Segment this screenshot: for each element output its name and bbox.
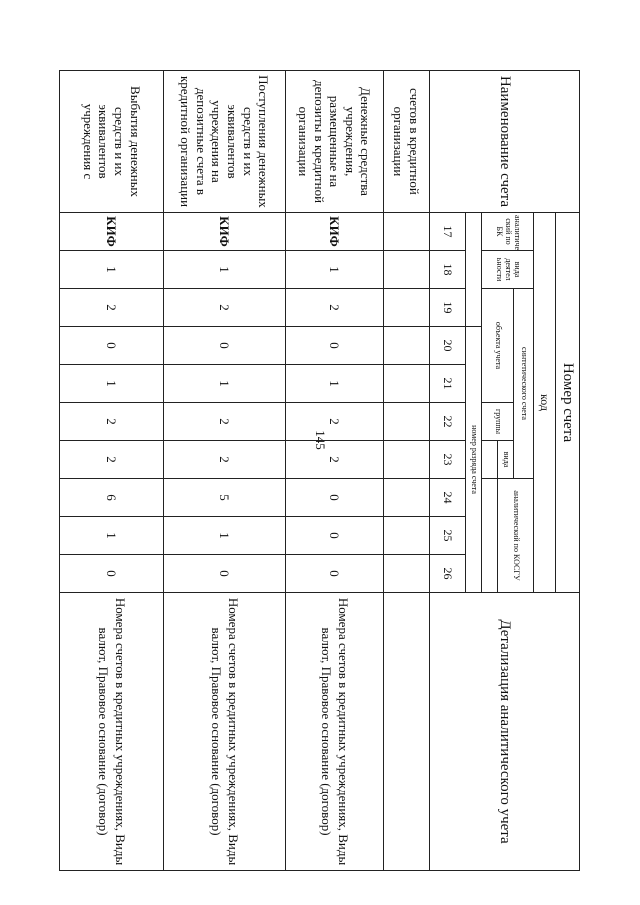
- row-name: Выбытия денежных средств и их эквивалентов учреждения с: [60, 71, 164, 213]
- cell: [384, 517, 430, 555]
- row-detail: Номера счетов в кредитных учреждениях, Виды валют, Правовое основание (договор): [164, 593, 286, 871]
- cell: 2: [286, 289, 384, 327]
- cell: 2: [60, 441, 164, 479]
- cell: [384, 213, 430, 251]
- digit-26: 26: [430, 555, 466, 593]
- header-kosgu-sub: [482, 479, 498, 593]
- cell: [384, 441, 430, 479]
- cell: [384, 555, 430, 593]
- cell: КИФ: [60, 213, 164, 251]
- header-analytic-bk: аналитиче ский по БК: [482, 213, 534, 251]
- header-digit-number: номер разряда счета: [466, 327, 482, 593]
- header-activity-type: вида деятел ьности: [482, 251, 534, 289]
- cell: 1: [164, 251, 286, 289]
- page-number: 145: [313, 430, 328, 450]
- digit-17: 17: [430, 213, 466, 251]
- header-digit-left: [466, 213, 482, 327]
- cell: 0: [286, 517, 384, 555]
- cell: 2: [60, 403, 164, 441]
- cell: 0: [286, 555, 384, 593]
- cell: 0: [60, 555, 164, 593]
- header-account-number: Номер счета: [556, 213, 580, 593]
- cell: КИФ: [286, 213, 384, 251]
- header-analytic-kosgu: аналитический по КОСГУ: [498, 479, 534, 593]
- table-row: [286, 71, 384, 871]
- table-row: [60, 71, 164, 871]
- header-group: группы: [482, 403, 514, 441]
- cell: [384, 365, 430, 403]
- digit-22: 22: [430, 403, 466, 441]
- digit-24: 24: [430, 479, 466, 517]
- cell: 1: [286, 365, 384, 403]
- header-detail: Детализация аналитического учета: [430, 593, 580, 871]
- cell: КИФ: [164, 213, 286, 251]
- cell: 2: [164, 289, 286, 327]
- cell: 1: [286, 251, 384, 289]
- cell: 0: [164, 555, 286, 593]
- digit-20: 20: [430, 327, 466, 365]
- cell: 0: [60, 327, 164, 365]
- cell: 6: [60, 479, 164, 517]
- row-name: Денежные средства учреждения, размещенные на депозиты в кредитной организации: [286, 71, 384, 213]
- digit-21: 21: [430, 365, 466, 403]
- header-name: Наименование счета: [430, 71, 580, 213]
- table-row: [164, 71, 286, 871]
- row-detail: [384, 593, 430, 871]
- cell: 1: [164, 365, 286, 403]
- cell: 1: [60, 251, 164, 289]
- cell: 1: [60, 517, 164, 555]
- header-kind: вида: [498, 441, 514, 479]
- digit-23: 23: [430, 441, 466, 479]
- cell: 0: [286, 327, 384, 365]
- cell: 5: [164, 479, 286, 517]
- cell: 2: [164, 441, 286, 479]
- cell: 2: [286, 403, 384, 441]
- header-synthetic: синтетического счета: [514, 289, 534, 479]
- cell: 2: [164, 403, 286, 441]
- digit-25: 25: [430, 517, 466, 555]
- row-detail: Номера счетов в кредитных учреждениях, Виды валют, Правовое основание (договор): [286, 593, 384, 871]
- header-kind-sub: [482, 441, 498, 479]
- cell: 1: [164, 517, 286, 555]
- row-name: Поступления денежных средств и их эквивалентов учреждения на депозитные счета в кредитной организации: [164, 71, 286, 213]
- digit-19: 19: [430, 289, 466, 327]
- cell: 0: [164, 327, 286, 365]
- accounts-table: [59, 70, 580, 871]
- row-detail: Номера счетов в кредитных учреждениях, Виды валют, Правовое основание (договор): [60, 593, 164, 871]
- cell: 1: [60, 365, 164, 403]
- cell: [384, 251, 430, 289]
- cell: 0: [286, 479, 384, 517]
- cell: [384, 327, 430, 365]
- table-row: [384, 71, 430, 871]
- digit-18: 18: [430, 251, 466, 289]
- cell: 2: [286, 441, 384, 479]
- cell: [384, 403, 430, 441]
- row-name: счетов в кредитной организации: [384, 71, 430, 213]
- cell: [384, 479, 430, 517]
- rotated-table-wrapper: [60, 70, 580, 870]
- header-code: код: [534, 213, 556, 593]
- cell: [384, 289, 430, 327]
- cell: 2: [60, 289, 164, 327]
- header-object: объекта учета: [482, 289, 514, 403]
